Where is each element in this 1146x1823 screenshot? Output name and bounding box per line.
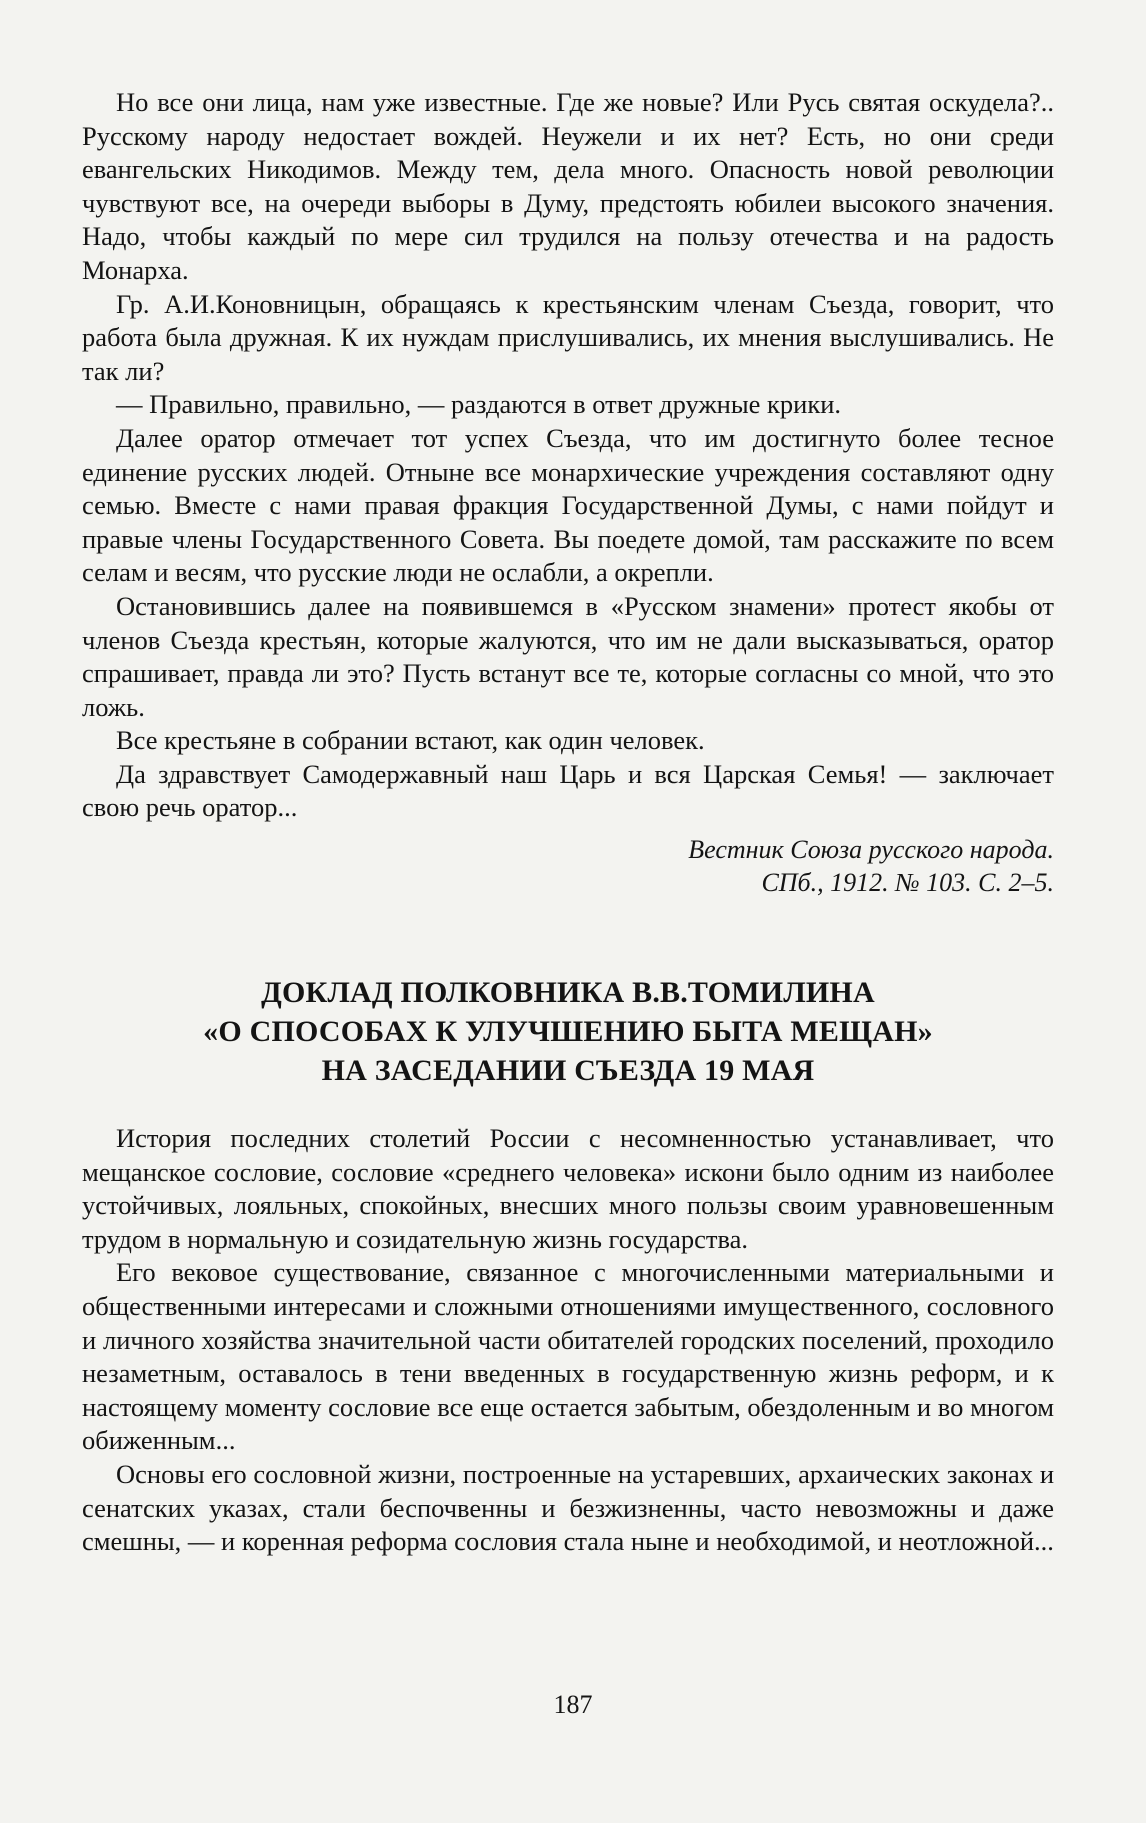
source-line: СПб., 1912. № 103. С. 2–5. [761,868,1054,898]
paragraph: Остановившись далее на появившемся в «Русском знамени» протест якобы от членов Съезда крестьян, которые жалуются, что им не дали высказываться, оратор спрашивает, правда ли это? Пусть встанут все те, которые согласны со мной, что это ложь. [82,590,1054,722]
page-number: 187 [553,1690,593,1719]
paragraph: — Правильно, правильно, — раздаются в ответ дружные крики. [116,389,842,420]
paragraph: Основы его сословной жизни, построенные на устаревших, архaических законах и сенатских указах, стали беспочвенны и безжизненны, часто невозможны и даже смешны, — и коренная реформа сословия стала ныне и необходимой, и неотложной... [82,1459,1054,1557]
section-heading [82,973,1054,1090]
paragraph: Его вековое существование, связанное с многочисленными материальными и общественными интересами и сложными отношениями имущественного, сословного и личного хозяйства значительной части обитателей городских поселений, проходило незаметным, оставалось в тени введенных в государственную жизнь реформ, и к настоящему моменту сословие все еще остается забытым, обездоленным и во многом обиженным... [82,1257,1054,1456]
heading-line: «О СПОСОБАХ К УЛУЧШЕНИЮ БЫТА МЕЩАН» [203,1015,933,1049]
paragraph: Далее оратор отмечает тот успех Съезда, что им достигнуто более тесное единение русских людей. Отныне все монархические учреждения составляют одну семью. Вместе с нами правая фракция Государственной Думы, с нами пойдут и правые члены Государственного Совета. Вы поедете домой, там расскажите по всем селам и весям, что русские люди не ослабли, а окрепли. [82,422,1054,588]
paragraph: История последних столетий России с несомненностью устанавливает, что мещанское сословие, сословие «среднего человека» искони было одним из наиболее устойчивых, лояльных, спокойных, внесших много пользы своим уравновешенным трудом в нормальную и созидательную жизнь государства. [82,1123,1054,1254]
source-line: Вестник Союза русского народа. [688,835,1054,865]
paragraph: Но все они лица, нам уже известные. Где же новые? Или Русь святая оскудела?.. Русскому народу недостает вождей. Неужели и их нет? Есть, но они среди евангельских Никодимов. Между тем, дела много. Опасность новой революции чувствуют все, на очереди выборы в Думу, предстоять юбилеи высокого значения. Надо, чтобы каждый по мере сил трудился на пользу отечества и на радость Монарха. [82,87,1054,285]
heading-line: ДОКЛАД ПОЛКОВНИКА В.В.ТОМИЛИНА [261,976,875,1010]
source-citation [82,833,1054,899]
paragraph: Гр. А.И.Коновницын, обращаясь к крестьянским членам Съезда, говорит, что работа была дружная. К их нуждам прислушивались, их мнения выслушивались. Не так ли? [82,288,1054,386]
paragraph: Да здравствует Самодержавный наш Царь и вся Царская Семья! — заключает свою речь оратор... [82,758,1054,823]
paragraph: Все крестьяне в собрании встают, как один человек. [116,725,705,756]
text-column [82,86,1054,1559]
heading-line: НА ЗАСЕДАНИИ СЪЕЗДА 19 МАЯ [321,1054,815,1088]
